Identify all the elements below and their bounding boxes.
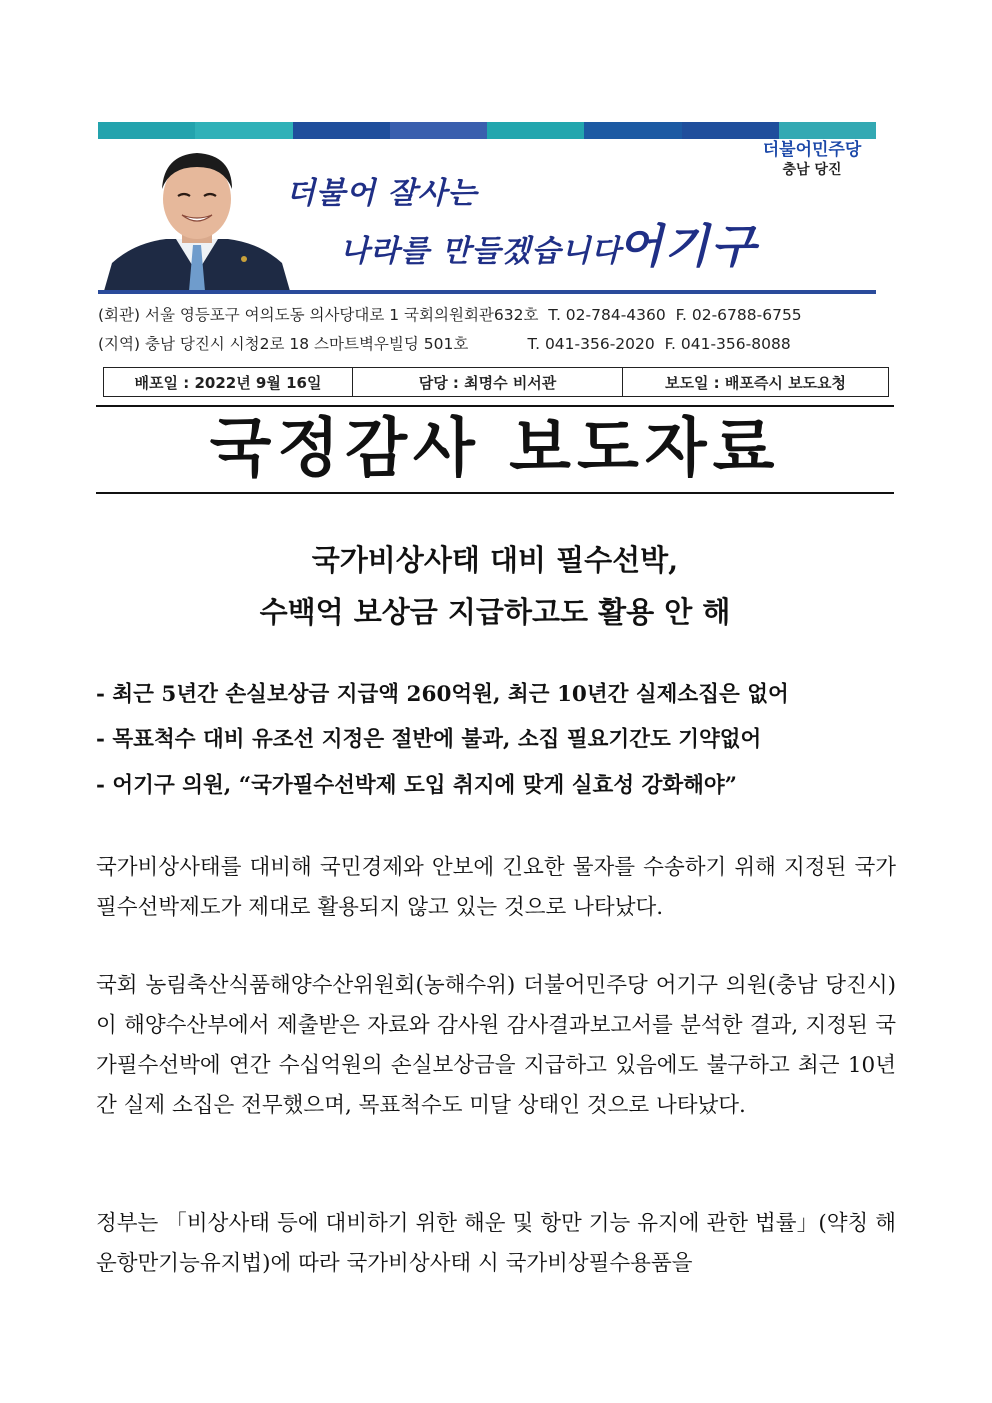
headline-line-2: 수백억 보상금 지급하고도 활용 안 해	[259, 595, 731, 629]
party-name: 더불어민주당	[762, 140, 862, 160]
address-local: (지역) 충남 당진시 시청2로 18 스마트벽우빌딩 501호 T. 041-356-2020 F. 041-356-8088	[98, 335, 791, 353]
color-segment	[293, 122, 390, 139]
header-color-bar	[98, 122, 876, 139]
signature: 어기구	[618, 219, 758, 273]
release-date: 배포일 : 2022년 9월 16일	[104, 368, 353, 396]
color-segment	[682, 122, 779, 139]
color-segment	[487, 122, 584, 139]
color-segment	[779, 122, 876, 139]
slogan-line-1: 더불어 잘사는	[286, 176, 478, 211]
headline-line-1: 국가비상사태 대비 필수선박,	[311, 543, 679, 577]
info-table	[103, 367, 889, 397]
subpoint-2: - 목표척수 대비 유조선 지정은 절반에 불과, 소집 필요기간도 기약없어	[96, 727, 762, 752]
document-title: 국정감사 보도자료	[209, 412, 781, 486]
party-region: 충남 당진	[782, 162, 842, 178]
body-paragraph-1: 국가비상사태를 대비해 국민경제와 안보에 긴요한 물자를 수송하기 위해 지정된 국가필수선박제도가 제대로 활용되지 않고 있는 것으로 나타났다.	[96, 855, 896, 920]
body-paragraph-3: 정부는 「비상사태 등에 대비하기 위한 해운 및 항만 기능 유지에 관한 법률」(약칭 해운항만기능유지법)에 따라 국가비상사태 시 국가비상필수용품을	[96, 1211, 896, 1276]
color-segment	[390, 122, 487, 139]
portrait-photo	[104, 141, 290, 291]
slogan-line-2: 나라를 만들겠습니다	[340, 234, 622, 269]
subpoint-3: - 어기구 의원, “국가필수선박제 도입 취지에 맞게 실효성 강화해야”	[96, 773, 738, 798]
color-segment	[98, 122, 195, 139]
body-paragraph-2: 국회 농림축산식품해양수산위원회(농해수위) 더불어민주당 어기구 의원(충남 당진시)이 해양수산부에서 제출받은 자료와 감사원 감사결과보고서를 분석한 결과, 지정된 국가필수선박에 연간 수십억원의 손실보상금을 지급하고 있음에도 불구하고 최근 10년간 실제 소집은 전무했으며, 목표척수도 미달 상태인 것으로 나타났다.	[96, 973, 896, 1118]
portrait-illustration	[104, 141, 290, 291]
contact-person: 담당 : 최명수 비서관	[353, 368, 623, 396]
party-logo	[760, 140, 864, 179]
title-rule-bottom	[96, 492, 894, 494]
address-assembly: (회관) 서울 영등포구 여의도동 의사당대로 1 국회의원회관632호 T. 02-784-4360 F. 02-6788-6755	[98, 306, 802, 324]
color-segment	[584, 122, 681, 139]
subpoint-1: - 최근 5년간 손실보상금 지급액 260억원, 최근 10년간 실제소집은 없어	[96, 682, 789, 707]
report-date: 보도일 : 배포즉시 보도요청	[664, 373, 847, 392]
color-segment	[195, 122, 292, 139]
banner-bottom-rule	[98, 290, 876, 294]
